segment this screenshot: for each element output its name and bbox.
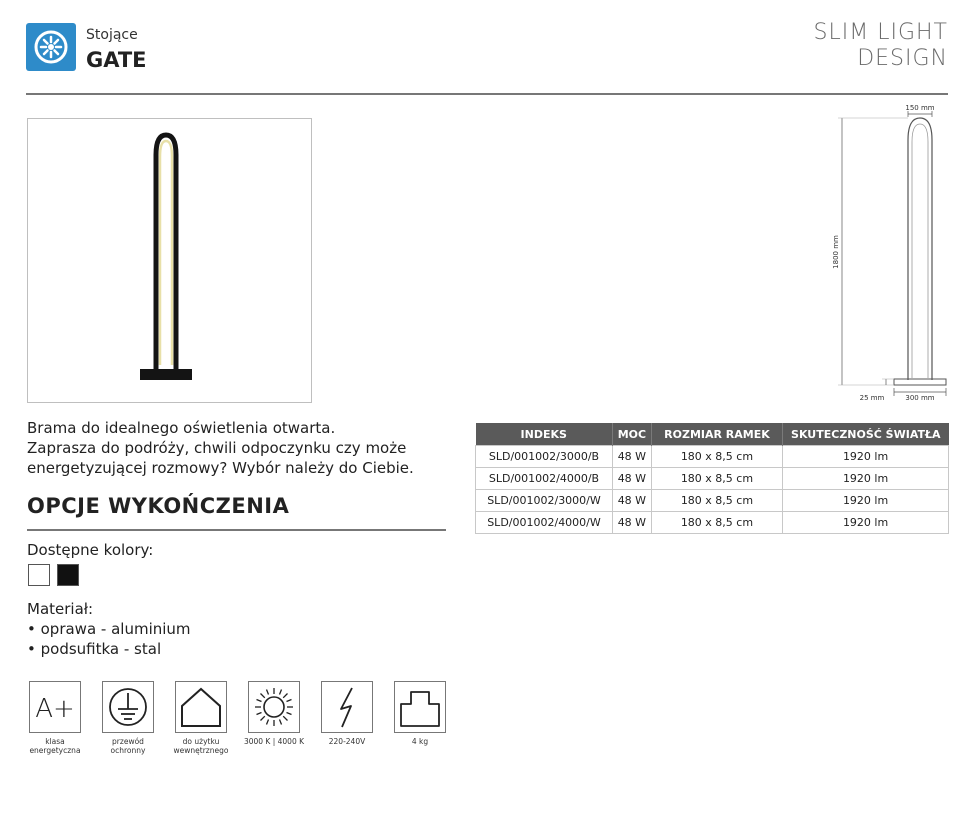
cell-frame-size: 180 x 8,5 cm (651, 446, 782, 468)
material-item: • podsufitka - stal (27, 639, 191, 659)
table-row (476, 468, 949, 490)
icon-caption: 4 kg (411, 737, 429, 746)
table-header-row (476, 423, 949, 446)
description-line: Brama do idealnego oświetlenia otwarta. (27, 419, 336, 437)
category-logo-tile (26, 23, 76, 71)
product-description (27, 418, 457, 478)
weight-icon (394, 681, 446, 733)
product-photo (27, 118, 312, 403)
cell-power: 48 W (612, 490, 651, 512)
icon-caption: 220-240V (328, 737, 366, 746)
table-row (476, 490, 949, 512)
description-line: energetyzującej rozmowy? Wybór należy do Ciebie. (27, 459, 414, 477)
cell-index: SLD/001002/3000/W (476, 490, 613, 512)
dim-height-label: 1800 mm (832, 235, 840, 269)
brand-line-2: DESIGN (857, 46, 948, 71)
options-divider (27, 529, 446, 531)
table-row (476, 446, 949, 468)
icon-caption: 3000 K | 4000 K (243, 737, 305, 746)
floor-lamp-image (28, 119, 311, 402)
colors-label: Dostępne kolory: (27, 541, 154, 559)
cell-efficacy: 1920 lm (783, 446, 949, 468)
material-label: Materiał: (27, 600, 94, 618)
light-icon (26, 23, 76, 71)
material-section (27, 599, 191, 659)
dim-base-thickness-label: 25 mm (859, 394, 885, 402)
cell-frame-size: 180 x 8,5 cm (651, 490, 782, 512)
energy-class-text: A+ (35, 694, 75, 724)
protective-earth-icon (102, 681, 154, 733)
color-swatch-black (57, 564, 79, 586)
header-divider (26, 93, 948, 95)
description-line: Zaprasza do podróży, chwili odpoczynku czy może (27, 439, 407, 457)
dimension-drawing (822, 100, 952, 410)
spec-table (475, 423, 949, 534)
cell-index: SLD/001002/4000/W (476, 512, 613, 534)
table-row (476, 512, 949, 534)
voltage-icon (321, 681, 373, 733)
column-header-power: MOC (612, 423, 651, 446)
icon-caption: do użytku wewnętrznego (173, 737, 229, 755)
icon-caption: klasa energetyczna (29, 737, 81, 755)
icon-caption: przewód ochronny (110, 737, 146, 755)
cell-frame-size: 180 x 8,5 cm (651, 512, 782, 534)
brand-line-1: SLIM LIGHT (813, 20, 948, 45)
color-temperature-icon (248, 681, 300, 733)
indoor-use-icon (175, 681, 227, 733)
energy-class-icon (29, 681, 81, 733)
dim-base-width-label: 300 mm (905, 394, 935, 402)
options-heading: OPCJE WYKOŃCZENIA (27, 494, 290, 518)
cell-power: 48 W (612, 512, 651, 534)
color-swatch-white (28, 564, 50, 586)
cell-efficacy: 1920 lm (783, 512, 949, 534)
cell-index: SLD/001002/4000/B (476, 468, 613, 490)
cell-power: 48 W (612, 446, 651, 468)
column-header-frame-size: ROZMIAR RAMEK (651, 423, 782, 446)
cell-frame-size: 180 x 8,5 cm (651, 468, 782, 490)
cell-index: SLD/001002/3000/B (476, 446, 613, 468)
cell-efficacy: 1920 lm (783, 490, 949, 512)
column-header-efficacy: SKUTECZNOŚĆ ŚWIATŁA (783, 423, 949, 446)
material-item: • oprawa - aluminium (27, 619, 191, 639)
column-header-index: INDEKS (476, 423, 613, 446)
product-name: GATE (86, 48, 147, 72)
cell-efficacy: 1920 lm (783, 468, 949, 490)
category-label: Stojące (86, 27, 138, 43)
dim-width-label: 150 mm (905, 104, 935, 112)
cell-power: 48 W (612, 468, 651, 490)
brand-logo (814, 20, 948, 72)
